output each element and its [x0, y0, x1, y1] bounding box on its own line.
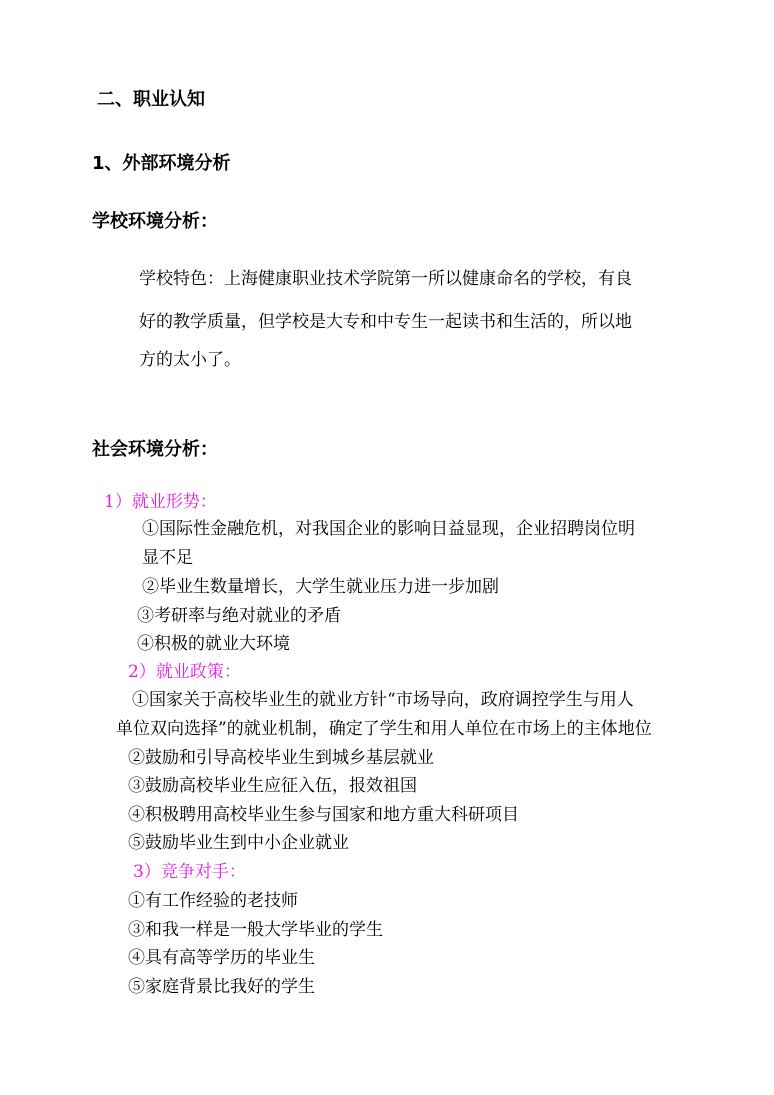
heading-school-environment: 学校环境分析： — [92, 211, 218, 232]
list-item: ⑤鼓励毕业生到中小企业就业 — [128, 833, 349, 853]
school-paragraph-line: 方的太小了。 — [139, 350, 241, 370]
list-item: ②毕业生数量增长，大学生就业压力进一步加剧 — [142, 577, 499, 597]
heading-career-cognition: 二、职业认知 — [97, 89, 205, 110]
list-item: ①国家关于高校毕业生的就业方针“市场导向，政府调控学生与用人 — [132, 690, 634, 710]
list-item: ③和我一样是一般大学毕业的学生 — [128, 920, 383, 940]
list-item: ④积极聘用高校毕业生参与国家和地方重大科研项目 — [128, 805, 519, 825]
list-item: ①有工作经验的老技师 — [128, 891, 298, 911]
list-item: ①国际性金融危机，对我国企业的影响日益显现，企业招聘岗位明 — [142, 519, 635, 539]
list-item: ③鼓励高校毕业生应征入伍，报效祖国 — [128, 776, 417, 796]
heading-social-environment: 社会环境分析： — [92, 439, 218, 460]
list-item: ②鼓励和引导高校毕业生到城乡基层就业 — [128, 748, 434, 768]
heading-external-environment: 1、外部环境分析 — [92, 153, 231, 174]
school-paragraph-line: 好的教学质量，但学校是大专和中专生一起读书和生活的，所以地 — [139, 312, 632, 332]
list-item: ④积极的就业大环境 — [137, 634, 290, 654]
list-item: ⑤家庭背景比我好的学生 — [128, 977, 315, 997]
list-item: 显不足 — [142, 548, 193, 568]
list-item: 单位双向选择”的就业机制，确定了学生和用人单位在市场上的主体地位 — [116, 719, 652, 739]
competitors-title: 3）竞争对手： — [133, 862, 246, 882]
school-paragraph-line: 学校特色：上海健康职业技术学院第一所以健康命名的学校，有良 — [139, 269, 632, 289]
list-item: ④具有高等学历的毕业生 — [128, 948, 315, 968]
employment-policy-title: 2）就业政策： — [128, 662, 241, 682]
list-item: ③考研率与绝对就业的矛盾 — [137, 606, 341, 626]
employment-situation-title: 1）就业形势： — [104, 492, 217, 512]
